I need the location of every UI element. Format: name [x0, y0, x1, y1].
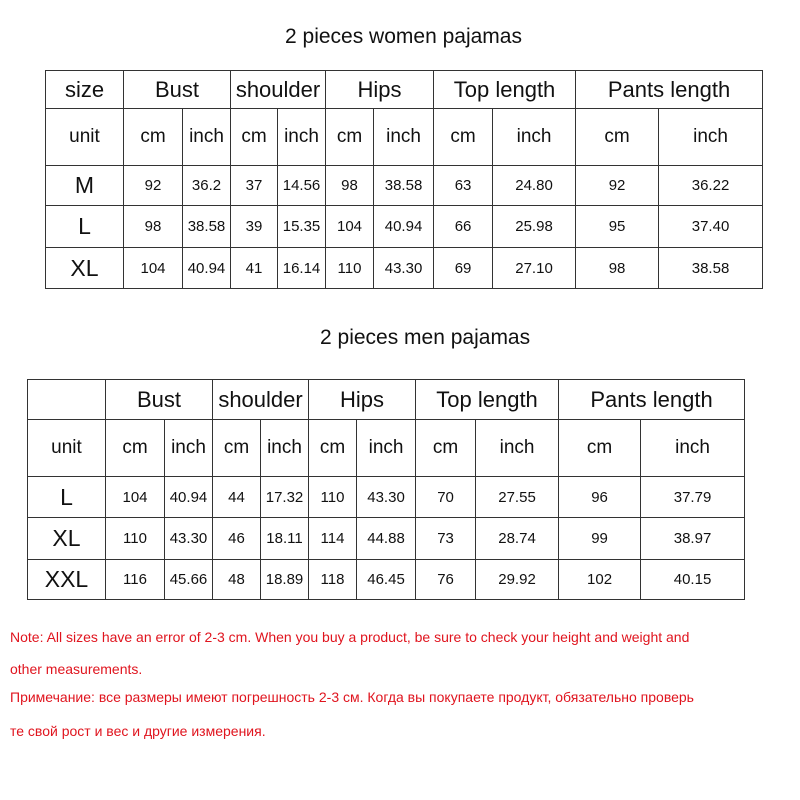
- value-cell: 37.40: [659, 206, 763, 248]
- value-cell: 92: [124, 166, 183, 206]
- table-row: [28, 560, 745, 600]
- value-cell: 70: [416, 477, 476, 518]
- value-cell: 46: [213, 518, 261, 560]
- value-cell: 104: [124, 248, 183, 289]
- value-cell: 45.66: [165, 560, 213, 600]
- unit-cell: inch: [278, 109, 326, 166]
- value-cell: 38.58: [659, 248, 763, 289]
- value-cell: 48: [213, 560, 261, 600]
- value-cell: 73: [416, 518, 476, 560]
- note-en-line-1: Note: All sizes have an error of 2-3 cm. When you buy a product, be sure to check your height and weight and: [10, 629, 690, 645]
- value-cell: 98: [124, 206, 183, 248]
- men-size-table: [27, 379, 745, 600]
- value-cell: 116: [106, 560, 165, 600]
- value-cell: 27.10: [493, 248, 576, 289]
- unit-cell: cm: [559, 420, 641, 477]
- value-cell: 40.94: [165, 477, 213, 518]
- value-cell: 40.94: [374, 206, 434, 248]
- header-row: [46, 71, 763, 109]
- value-cell: 110: [326, 248, 374, 289]
- value-cell: 99: [559, 518, 641, 560]
- value-cell: 98: [326, 166, 374, 206]
- value-cell: 37: [231, 166, 278, 206]
- men-table-title: 2 pieces men pajamas: [320, 326, 531, 349]
- value-cell: 43.30: [357, 477, 416, 518]
- value-cell: 18.11: [261, 518, 309, 560]
- value-cell: 95: [576, 206, 659, 248]
- unit-cell: cm: [434, 109, 493, 166]
- unit-cell: inch: [357, 420, 416, 477]
- value-cell: 38.58: [183, 206, 231, 248]
- value-cell: 40.15: [641, 560, 745, 600]
- value-cell: 76: [416, 560, 476, 600]
- unit-cell: cm: [576, 109, 659, 166]
- unit-cell: inch: [183, 109, 231, 166]
- unit-row: [28, 420, 745, 477]
- header-row: [28, 380, 745, 420]
- value-cell: 29.92: [476, 560, 559, 600]
- value-cell: 16.14: [278, 248, 326, 289]
- unit-cell: inch: [165, 420, 213, 477]
- table-row: [46, 166, 763, 206]
- unit-cell: cm: [213, 420, 261, 477]
- column-header: shoulder: [231, 71, 326, 109]
- value-cell: 104: [326, 206, 374, 248]
- value-cell: 36.2: [183, 166, 231, 206]
- value-cell: 38.97: [641, 518, 745, 560]
- column-header: Bust: [106, 380, 213, 420]
- unit-cell: cm: [124, 109, 183, 166]
- value-cell: 43.30: [374, 248, 434, 289]
- value-cell: 92: [576, 166, 659, 206]
- unit-cell: inch: [641, 420, 745, 477]
- note-en-line-2: other measurements.: [10, 661, 143, 677]
- value-cell: 98: [576, 248, 659, 289]
- value-cell: 40.94: [183, 248, 231, 289]
- value-cell: 44.88: [357, 518, 416, 560]
- women-size-table: [45, 70, 763, 289]
- value-cell: 14.56: [278, 166, 326, 206]
- column-header: Top length: [416, 380, 559, 420]
- unit-cell: cm: [309, 420, 357, 477]
- size-cell: XXL: [28, 560, 106, 600]
- value-cell: 66: [434, 206, 493, 248]
- value-cell: 28.74: [476, 518, 559, 560]
- value-cell: 36.22: [659, 166, 763, 206]
- unit-label: unit: [46, 109, 124, 166]
- value-cell: 110: [309, 477, 357, 518]
- size-cell: M: [46, 166, 124, 206]
- value-cell: 114: [309, 518, 357, 560]
- table-row: [28, 477, 745, 518]
- value-cell: 27.55: [476, 477, 559, 518]
- size-cell: XL: [28, 518, 106, 560]
- table-row: [28, 518, 745, 560]
- unit-cell: inch: [476, 420, 559, 477]
- size-cell: L: [28, 477, 106, 518]
- value-cell: 110: [106, 518, 165, 560]
- value-cell: 38.58: [374, 166, 434, 206]
- column-header: Bust: [124, 71, 231, 109]
- column-header: shoulder: [213, 380, 309, 420]
- unit-cell: cm: [326, 109, 374, 166]
- value-cell: 96: [559, 477, 641, 518]
- value-cell: 46.45: [357, 560, 416, 600]
- column-header: [28, 380, 106, 420]
- column-header: Top length: [434, 71, 576, 109]
- unit-cell: inch: [374, 109, 434, 166]
- value-cell: 25.98: [493, 206, 576, 248]
- size-cell: L: [46, 206, 124, 248]
- unit-cell: inch: [659, 109, 763, 166]
- value-cell: 43.30: [165, 518, 213, 560]
- value-cell: 102: [559, 560, 641, 600]
- women-table-title: 2 pieces women pajamas: [285, 25, 522, 48]
- unit-cell: cm: [231, 109, 278, 166]
- value-cell: 17.32: [261, 477, 309, 518]
- value-cell: 63: [434, 166, 493, 206]
- note-ru-line-2: те свой рост и вес и другие измерения.: [10, 723, 266, 739]
- value-cell: 15.35: [278, 206, 326, 248]
- note-ru-line-1: Примечание: все размеры имеют погрешность 2-3 см. Когда вы покупаете продукт, обязательно проверь: [10, 689, 694, 705]
- value-cell: 37.79: [641, 477, 745, 518]
- value-cell: 69: [434, 248, 493, 289]
- value-cell: 24.80: [493, 166, 576, 206]
- size-cell: XL: [46, 248, 124, 289]
- table-row: [46, 206, 763, 248]
- column-header: Hips: [309, 380, 416, 420]
- value-cell: 41: [231, 248, 278, 289]
- unit-cell: cm: [106, 420, 165, 477]
- value-cell: 39: [231, 206, 278, 248]
- unit-label: unit: [28, 420, 106, 477]
- unit-cell: inch: [261, 420, 309, 477]
- value-cell: 118: [309, 560, 357, 600]
- value-cell: 18.89: [261, 560, 309, 600]
- unit-row: [46, 109, 763, 166]
- table-row: [46, 248, 763, 289]
- value-cell: 44: [213, 477, 261, 518]
- column-header: Pants length: [576, 71, 763, 109]
- column-header: Hips: [326, 71, 434, 109]
- column-header: size: [46, 71, 124, 109]
- unit-cell: inch: [493, 109, 576, 166]
- value-cell: 104: [106, 477, 165, 518]
- unit-cell: cm: [416, 420, 476, 477]
- column-header: Pants length: [559, 380, 745, 420]
